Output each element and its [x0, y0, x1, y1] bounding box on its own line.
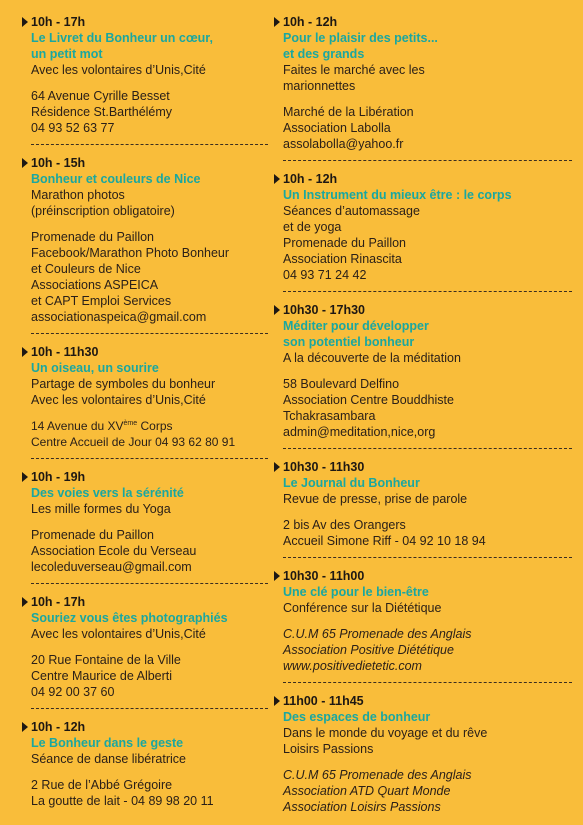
- event-title: Le Journal du Bonheur: [283, 476, 420, 490]
- event-description: Avec les volontaires d’Unis,Cité: [31, 627, 206, 641]
- event-description: Séances d’automassage: [283, 204, 420, 218]
- dashed-divider: [283, 682, 572, 683]
- event-description: Loisirs Passions: [283, 742, 374, 756]
- event-time: 10h - 17h: [20, 14, 268, 30]
- left-column: [20, 14, 268, 819]
- event-phone: 04 93 71 24 42: [283, 268, 367, 282]
- event-description: Marathon photos: [31, 188, 125, 202]
- event-description: marionnettes: [283, 79, 356, 93]
- right-column: [272, 14, 572, 825]
- event-entry: [272, 568, 572, 683]
- event-organizer: Association Rinascita: [283, 252, 402, 266]
- dashed-divider: [31, 144, 268, 145]
- event-address: 64 Avenue Cyrille Besset: [31, 89, 170, 103]
- dashed-divider: [283, 160, 572, 161]
- event-entry: [20, 344, 268, 459]
- event-time: 10h - 12h: [272, 14, 572, 30]
- event-description: Séance de danse libératrice: [31, 752, 186, 766]
- event-organizer: Association Ecole du Verseau: [31, 544, 197, 558]
- event-info: Facebook/Marathon Photo Bonheur: [31, 246, 230, 260]
- event-time: 10h - 12h: [20, 719, 268, 735]
- event-organizer: et CAPT Emploi Services: [31, 294, 172, 308]
- event-description: Faites le marché avec les: [283, 63, 425, 77]
- event-description: Revue de presse, prise de parole: [283, 492, 468, 506]
- event-address: 14 Avenue du XVème Corps: [31, 419, 173, 433]
- event-description: A la découverte de la méditation: [283, 351, 461, 365]
- event-entry: [272, 171, 572, 292]
- event-time: 10h - 17h: [20, 594, 268, 610]
- event-entry: [20, 469, 268, 584]
- event-address: Marché de la Libération: [283, 105, 414, 119]
- dashed-divider: [31, 708, 268, 709]
- event-address: 20 Rue Fontaine de la Ville: [31, 653, 181, 667]
- event-description: Conférence sur la Diététique: [283, 601, 442, 615]
- event-title: Une clé pour le bien-être: [283, 585, 429, 599]
- event-venue: La goutte de lait - 04 89 98 20 11: [31, 794, 214, 808]
- event-description: (préinscription obligatoire): [31, 204, 175, 218]
- event-time: 10h - 11h30: [20, 344, 268, 360]
- event-title: Bonheur et couleurs de Nice: [31, 172, 201, 186]
- dashed-divider: [283, 557, 572, 558]
- dashed-divider: [31, 458, 268, 459]
- event-title: Souriez vous êtes photographiés: [31, 611, 228, 625]
- event-description: Les mille formes du Yoga: [31, 502, 171, 516]
- event-address: C.U.M 65 Promenade des Anglais: [283, 768, 472, 782]
- event-entry: [20, 594, 268, 709]
- event-address: Promenade du Paillon: [31, 230, 154, 244]
- event-address: 2 Rue de l’Abbé Grégoire: [31, 778, 173, 792]
- event-description: Partage de symboles du bonheur: [31, 377, 216, 391]
- event-entry: [20, 155, 268, 334]
- event-title: Le Bonheur dans le geste: [31, 736, 184, 750]
- event-title: Le Livret du Bonheur un cœur,: [31, 31, 213, 45]
- event-time: 10h - 15h: [20, 155, 268, 171]
- event-email[interactable]: lecoleduverseau@gmail.com: [31, 560, 192, 574]
- event-title: Méditer pour développer: [283, 319, 429, 333]
- event-title: Des espaces de bonheur: [283, 710, 431, 724]
- event-time: 10h30 - 17h30: [272, 302, 572, 318]
- event-venue: Centre Maurice de Alberti: [31, 669, 173, 683]
- event-organizer: Association ATD Quart Monde: [283, 784, 451, 798]
- event-address: 58 Boulevard Delfino: [283, 377, 400, 391]
- event-address: 2 bis Av des Orangers: [283, 518, 406, 532]
- event-entry: [272, 693, 572, 815]
- event-organizer: Association Positive Diététique: [283, 643, 454, 657]
- event-title: son potentiel bonheur: [283, 335, 415, 349]
- event-email[interactable]: admin@meditation,nice,org: [283, 425, 436, 439]
- event-title: Pour le plaisir des petits...: [283, 31, 438, 45]
- event-address: Promenade du Paillon: [283, 236, 406, 250]
- event-description: et de yoga: [283, 220, 342, 234]
- dashed-divider: [283, 448, 572, 449]
- event-time: 10h30 - 11h30: [272, 459, 572, 475]
- event-entry: [20, 14, 268, 145]
- dashed-divider: [31, 583, 268, 584]
- event-website[interactable]: www.positivedietetic.com: [283, 659, 422, 673]
- event-organizer: Association Loisirs Passions: [283, 800, 441, 814]
- event-organizer: Association Labolla: [283, 121, 391, 135]
- event-entry: [272, 14, 572, 161]
- event-entry: [272, 302, 572, 449]
- event-email[interactable]: assolabolla@yahoo.fr: [283, 137, 404, 151]
- event-title: Un oiseau, un sourire: [31, 361, 159, 375]
- event-title: Des voies vers la sérénité: [31, 486, 184, 500]
- event-email[interactable]: associationaspeica@gmail.com: [31, 310, 207, 324]
- event-organizer: Association Centre Bouddhiste: [283, 393, 454, 407]
- event-time: 10h30 - 11h00: [272, 568, 572, 584]
- event-description: Avec les volontaires d’Unis,Cité: [31, 63, 206, 77]
- event-entry: [20, 719, 268, 809]
- event-description: Dans le monde du voyage et du rêve: [283, 726, 488, 740]
- event-info: et Couleurs de Nice: [31, 262, 141, 276]
- event-venue: Centre Accueil de Jour 04 93 62 80 91: [31, 435, 236, 449]
- event-phone: 04 93 52 63 77: [31, 121, 115, 135]
- event-description: Avec les volontaires d’Unis,Cité: [31, 393, 206, 407]
- event-title: et des grands: [283, 47, 365, 61]
- event-phone: 04 92 00 37 60: [31, 685, 115, 699]
- event-venue: Résidence St.Barthélémy: [31, 105, 173, 119]
- event-address: C.U.M 65 Promenade des Anglais: [283, 627, 472, 641]
- event-organizer: Associations ASPEICA: [31, 278, 159, 292]
- event-address: Promenade du Paillon: [31, 528, 154, 542]
- dashed-divider: [31, 333, 268, 334]
- event-time: 11h00 - 11h45: [272, 693, 572, 709]
- event-organizer: Tchakrasambara: [283, 409, 376, 423]
- event-entry: [272, 459, 572, 558]
- event-title: Un Instrument du mieux être : le corps: [283, 188, 512, 202]
- event-title: un petit mot: [31, 47, 103, 61]
- dashed-divider: [283, 291, 572, 292]
- event-venue: Accueil Simone Riff - 04 92 10 18 94: [283, 534, 486, 548]
- event-time: 10h - 19h: [20, 469, 268, 485]
- event-time: 10h - 12h: [272, 171, 572, 187]
